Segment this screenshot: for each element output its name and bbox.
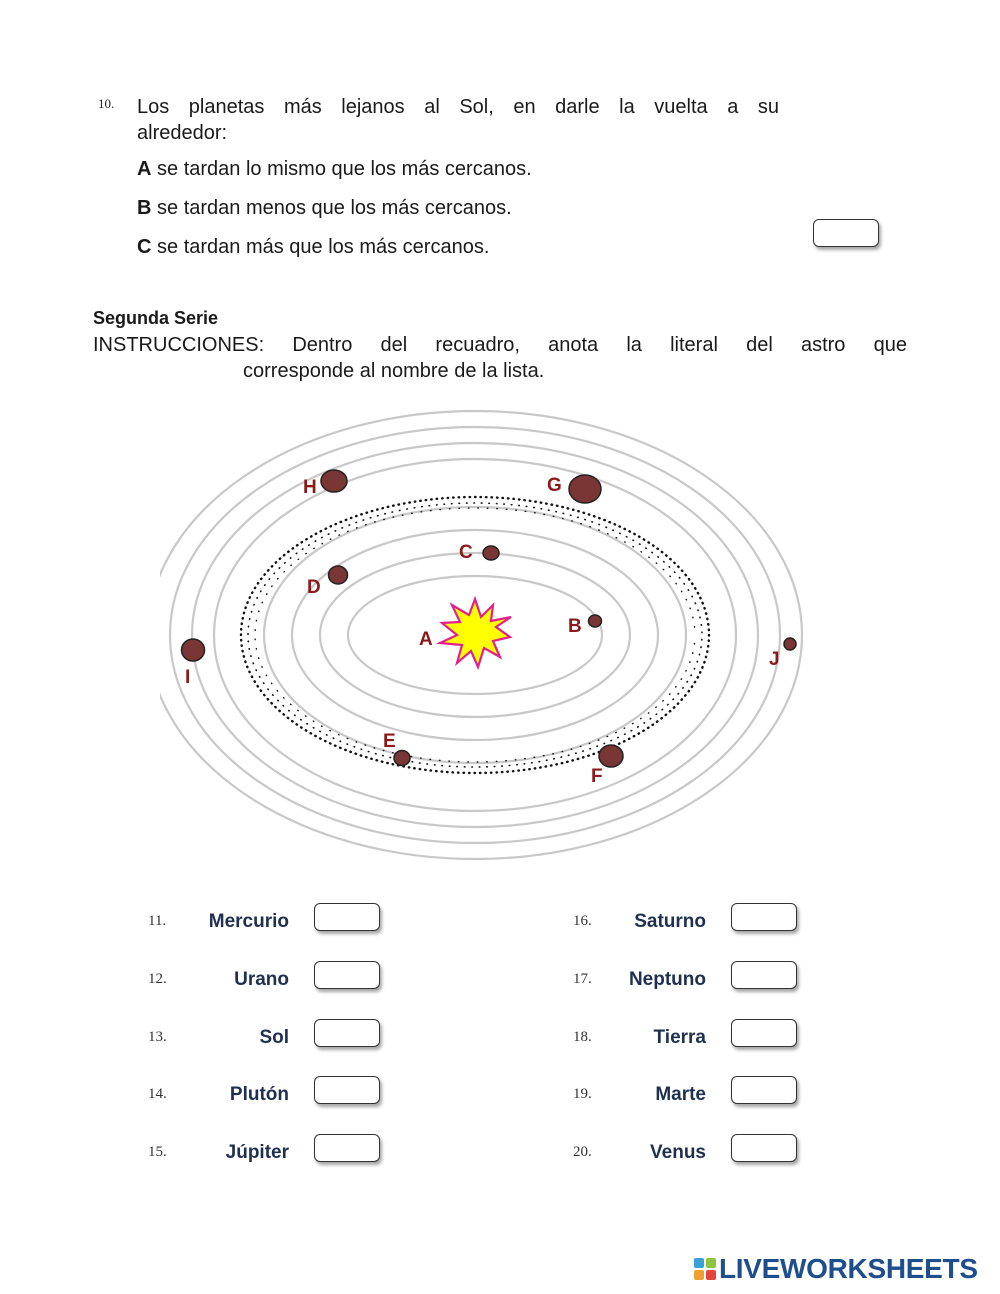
- option-c-letter: C: [137, 236, 152, 258]
- planet-e: [394, 751, 410, 766]
- option-c: [137, 234, 489, 260]
- logo-square-v: [694, 1270, 704, 1280]
- planet-i: [182, 639, 205, 661]
- option-a-letter: A: [137, 158, 152, 180]
- item-18-number: 18.: [573, 1029, 592, 1045]
- sun: [440, 599, 511, 667]
- planet-j: [784, 638, 796, 650]
- instructions-line1: INSTRUCCIONES: Dentro del recuadro, anota la literal del astro que: [93, 334, 907, 356]
- option-c-text: se tardan más que los más cercanos.: [151, 236, 490, 258]
- item-12-number: 12.: [148, 971, 167, 987]
- label-c: C: [459, 542, 473, 563]
- item-19-answer-box[interactable]: [731, 1076, 797, 1104]
- item-18-label: Tierra: [653, 1027, 706, 1048]
- planet-g: [569, 475, 601, 503]
- instructions-line2: corresponde al nombre de la lista.: [243, 360, 545, 382]
- logo-square-l: [694, 1258, 704, 1268]
- question-10-number: 10.: [98, 96, 115, 111]
- logo-icon: [694, 1258, 716, 1280]
- label-b: B: [568, 616, 582, 637]
- item-17-label: Neptuno: [628, 969, 706, 990]
- item-11-label: Mercurio: [208, 911, 289, 932]
- item-14-label: Plutón: [229, 1084, 289, 1105]
- planet-b: [589, 615, 602, 627]
- label-h: H: [303, 477, 317, 498]
- section-title: Segunda Serie: [93, 308, 219, 328]
- item-14-answer-box[interactable]: [314, 1076, 380, 1104]
- item-19-label: Marte: [655, 1084, 706, 1105]
- item-20-label: Venus: [650, 1142, 706, 1163]
- label-f: F: [591, 766, 603, 787]
- item-11-number: 11.: [148, 913, 167, 929]
- item-17-number: 17.: [573, 971, 592, 987]
- planet-f: [599, 745, 623, 767]
- option-b: [137, 195, 512, 221]
- option-b-text: se tardan menos que los más cercanos.: [151, 197, 512, 219]
- option-a-text: se tardan lo mismo que los más cercanos.: [151, 158, 532, 180]
- item-12-answer-box[interactable]: [314, 961, 380, 989]
- logo-square-s: [706, 1270, 716, 1280]
- solar-system-diagram: [160, 405, 840, 875]
- label-e: E: [383, 731, 396, 752]
- planet-h: [321, 470, 347, 492]
- item-16-number: 16.: [573, 913, 592, 929]
- item-20-number: 20.: [573, 1144, 592, 1160]
- question-10-text: [137, 94, 779, 146]
- question-10-text-line1: Los planetas más lejanos al Sol, en darle la vuelta a su: [137, 96, 779, 118]
- item-18-answer-box[interactable]: [731, 1019, 797, 1047]
- label-j: J: [769, 649, 780, 670]
- question-10-answer-box[interactable]: [813, 219, 879, 247]
- label-a: A: [419, 629, 433, 650]
- item-19-number: 19.: [573, 1086, 592, 1102]
- item-16-label: Saturno: [634, 911, 706, 932]
- item-14-number: 14.: [148, 1086, 167, 1102]
- item-13-answer-box[interactable]: [314, 1019, 380, 1047]
- item-17-answer-box[interactable]: [731, 961, 797, 989]
- instructions: [93, 332, 907, 384]
- liveworksheets-logo: [694, 1254, 978, 1284]
- option-a: [137, 156, 532, 182]
- label-i: I: [185, 667, 191, 688]
- item-13-number: 13.: [148, 1029, 167, 1045]
- item-15-label: Júpiter: [225, 1142, 289, 1163]
- brand-text: LIVEWORKSHEETS: [719, 1253, 978, 1284]
- item-15-answer-box[interactable]: [314, 1134, 380, 1162]
- label-g: G: [547, 475, 562, 496]
- option-b-letter: B: [137, 197, 152, 219]
- item-15-number: 15.: [148, 1144, 167, 1160]
- item-20-answer-box[interactable]: [731, 1134, 797, 1162]
- planet-d: [329, 566, 348, 584]
- item-16-answer-box[interactable]: [731, 903, 797, 931]
- item-13-label: Sol: [259, 1027, 289, 1048]
- planet-c: [483, 546, 499, 560]
- logo-square-w: [706, 1258, 716, 1268]
- label-d: D: [307, 577, 321, 598]
- question-10-text-line2: alrededor:: [137, 122, 228, 144]
- item-12-label: Urano: [234, 969, 289, 990]
- item-11-answer-box[interactable]: [314, 903, 380, 931]
